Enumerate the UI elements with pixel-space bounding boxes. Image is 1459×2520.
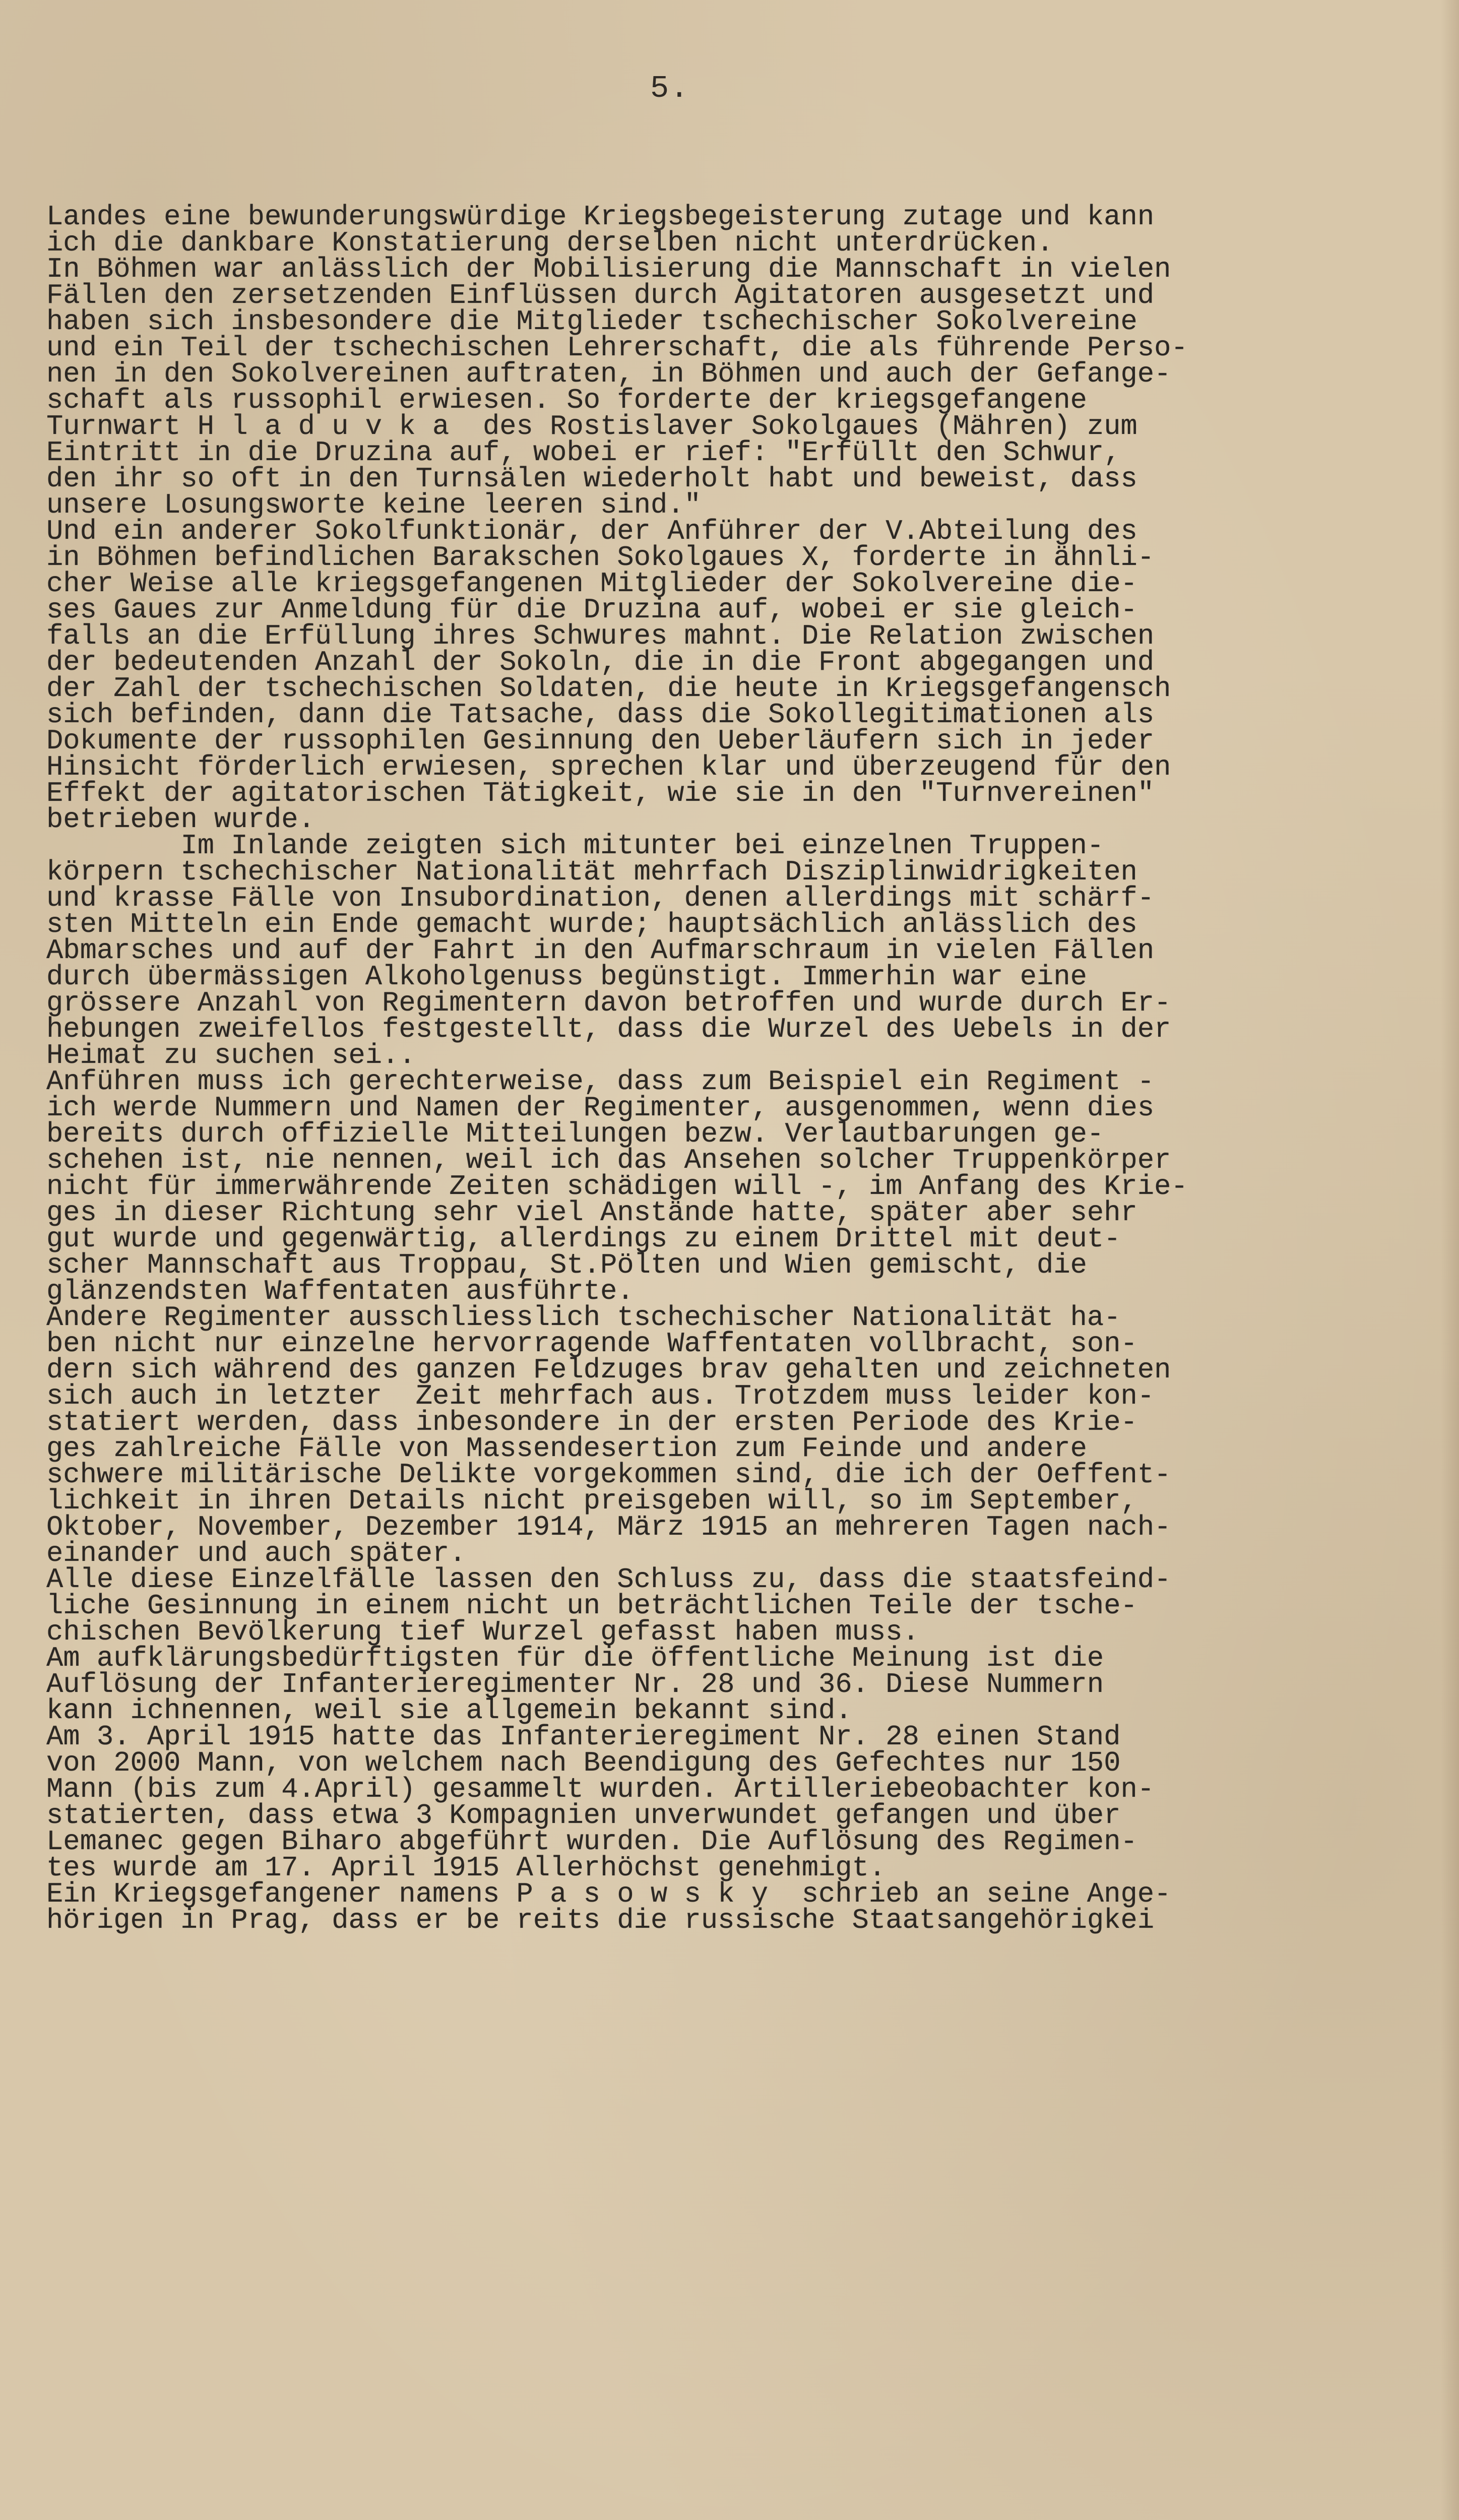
text-line: Im Inlande zeigten sich mitunter bei einzelnen Truppen-: [46, 830, 1104, 862]
text-line: Anführen muss ich gerechterweise, dass zum Beispiel ein Regiment -: [46, 1066, 1155, 1098]
text-line: schaft als russophil erwiesen. So forderte der kriegsgefangene: [46, 385, 1087, 416]
text-line: und krasse Fälle von Insubordination, denen allerdings mit schärf-: [46, 883, 1155, 914]
page-number: 5.: [650, 71, 690, 106]
text-line: scher Mannschaft aus Troppau, St.Pölten und Wien gemischt, die: [46, 1249, 1087, 1281]
text-line: grössere Anzahl von Regimentern davon betroffen und wurde durch Er-: [46, 987, 1171, 1019]
text-line: Alle diese Einzelfälle lassen den Schluss zu, dass die staatsfeind-: [46, 1564, 1171, 1596]
text-line: Hinsicht förderlich erwiesen, sprechen klar und überzeugend für den: [46, 751, 1171, 783]
text-line: ges zahlreiche Fälle von Massendesertion zum Feinde und andere: [46, 1433, 1087, 1465]
text-line: sich befinden, dann die Tatsache, dass die Sokollegitimationen als: [46, 699, 1155, 731]
text-line: Landes eine bewunderungswürdige Kriegsbegeisterung zutage und kann: [46, 201, 1155, 233]
text-line: sich auch in letzter Zeit mehrfach aus. Trotzdem muss leider kon-: [46, 1380, 1155, 1412]
text-line: liche Gesinnung in einem nicht un beträchtlichen Teile der tsche-: [46, 1590, 1137, 1622]
text-line: kann ichnennen, weil sie allgemein bekannt sind.: [46, 1695, 852, 1727]
text-line: Ein Kriegsgefangener namens P a s o w s k y schrieb an seine Ange-: [46, 1878, 1171, 1910]
text-line: nen in den Sokolvereinen auftraten, in Böhmen und auch der Gefange-: [46, 358, 1171, 390]
text-line: glänzendsten Waffentaten ausführte.: [46, 1276, 634, 1307]
text-line: der Zahl der tschechischen Soldaten, die heute in Kriegsgefangensch: [46, 673, 1171, 705]
text-line: cher Weise alle kriegsgefangenen Mitglieder der Sokolvereine die-: [46, 568, 1137, 600]
text-line: nicht für immerwährende Zeiten schädigen will -, im Anfang des Krie-: [46, 1171, 1188, 1203]
text-line: gut wurde und gegenwärtig, allerdings zu einem Drittel mit deut-: [46, 1223, 1121, 1255]
text-line: Turnwart H l a d u v k a des Rostislaver Sokolgaues (Mähren) zum: [46, 411, 1137, 443]
text-line: schwere militärische Delikte vorgekommen sind, die ich der Oeffent-: [46, 1459, 1171, 1491]
text-line: Effekt der agitatorischen Tätigkeit, wie sie in den "Turnvereinen": [46, 778, 1155, 809]
text-line: Am 3. April 1915 hatte das Infanterieregiment Nr. 28 einen Stand: [46, 1721, 1121, 1753]
text-line: durch übermässigen Alkoholgenuss begünstigt. Immerhin war eine: [46, 961, 1087, 993]
text-line: Andere Regimenter ausschliesslich tschechischer Nationalität ha-: [46, 1302, 1121, 1334]
text-line: Lemanec gegen Biharo abgeführt wurden. Die Auflösung des Regimen-: [46, 1826, 1137, 1858]
text-line: Fällen den zersetzenden Einflüssen durch Agitatoren ausgesetzt und: [46, 280, 1155, 311]
text-line: Abmarsches und auf der Fahrt in den Aufmarschraum in vielen Fällen: [46, 935, 1155, 967]
text-line: und ein Teil der tschechischen Lehrerschaft, die als führende Perso-: [46, 332, 1188, 364]
text-line: Eintritt in die Druzina auf, wobei er rief: "Erfüllt den Schwur,: [46, 437, 1121, 469]
text-line: bereits durch offizielle Mitteilungen bezw. Verlautbarungen ge-: [46, 1118, 1104, 1150]
paper-edge-shadow: [1441, 0, 1459, 2520]
text-line: ses Gaues zur Anmeldung für die Druzina auf, wobei er sie gleich-: [46, 594, 1137, 626]
text-line: falls an die Erfüllung ihres Schwures mahnt. Die Relation zwischen: [46, 620, 1155, 652]
text-line: haben sich insbesondere die Mitglieder tschechischer Sokolvereine: [46, 306, 1137, 338]
text-line: statiert werden, dass inbesondere in der ersten Periode des Krie-: [46, 1407, 1137, 1438]
text-line: ich werde Nummern und Namen der Regimenter, ausgenommen, wenn dies: [46, 1092, 1155, 1124]
text-line: Und ein anderer Sokolfunktionär, der Anführer der V.Abteilung des: [46, 516, 1137, 547]
typewritten-body: [46, 201, 1437, 1936]
text-line: chischen Bevölkerung tief Wurzel gefasst haben muss.: [46, 1616, 919, 1648]
text-line: ben nicht nur einzelne hervorragende Waffentaten vollbracht, son-: [46, 1328, 1137, 1360]
text-line: Mann (bis zum 4.April) gesammelt wurden. Artilleriebeobachter kon-: [46, 1774, 1155, 1805]
text-line: unsere Losungsworte keine leeren sind.": [46, 489, 701, 521]
text-line: lichkeit in ihren Details nicht preisgeben will, so im September,: [46, 1485, 1137, 1517]
text-line: dern sich während des ganzen Feldzuges brav gehalten und zeichneten: [46, 1354, 1171, 1386]
text-line: Am aufklärungsbedürftigsten für die öffentliche Meinung ist die: [46, 1643, 1104, 1674]
text-line: körpern tschechischer Nationalität mehrfach Disziplinwidrigkeiten: [46, 856, 1137, 888]
text-line: Auflösung der Infanterieregimenter Nr. 28 und 36. Diese Nummern: [46, 1669, 1104, 1700]
text-line: ges in dieser Richtung sehr viel Anstände hatte, später aber sehr: [46, 1197, 1137, 1229]
text-line: In Böhmen war anlässlich der Mobilisierung die Mannschaft in vielen: [46, 254, 1171, 285]
text-line: den ihr so oft in den Turnsälen wiederholt habt und beweist, dass: [46, 463, 1137, 495]
text-line: ich die dankbare Konstatierung derselben nicht unterdrücken.: [46, 227, 1054, 259]
text-line: von 2000 Mann, von welchem nach Beendigung des Gefechtes nur 150: [46, 1747, 1121, 1779]
text-line: in Böhmen befindlichen Barakschen Sokolgaues X, forderte in ähnli-: [46, 542, 1155, 574]
text-line: statierten, dass etwa 3 Kompagnien unverwundet gefangen und über: [46, 1800, 1121, 1832]
text-line: sten Mitteln ein Ende gemacht wurde; hauptsächlich anlässlich des: [46, 909, 1137, 940]
text-line: Heimat zu suchen sei..: [46, 1040, 416, 1072]
text-line: schehen ist, nie nennen, weil ich das Ansehen solcher Truppenkörper: [46, 1145, 1171, 1176]
text-line: hörigen in Prag, dass er be reits die russische Staatsangehörigkei: [46, 1905, 1155, 1936]
text-line: Dokumente der russophilen Gesinnung den Ueberläufern sich in jeder: [46, 725, 1155, 757]
text-line: betrieben wurde.: [46, 804, 315, 836]
text-line: Oktober, November, Dezember 1914, März 1915 an mehreren Tagen nach-: [46, 1511, 1171, 1543]
text-line: hebungen zweifellos festgestellt, dass die Wurzel des Uebels in der: [46, 1014, 1171, 1045]
text-line: tes wurde am 17. April 1915 Allerhöchst genehmigt.: [46, 1852, 886, 1884]
text-line: einander und auch später.: [46, 1538, 466, 1569]
text-line: der bedeutenden Anzahl der Sokoln, die in die Front abgegangen und: [46, 647, 1155, 678]
